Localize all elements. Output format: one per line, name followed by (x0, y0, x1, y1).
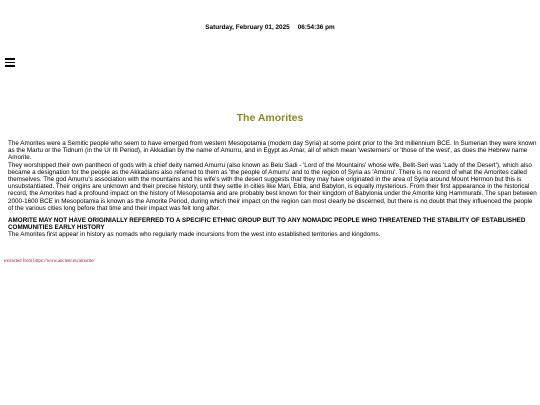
article-body (8, 140, 538, 239)
current-time: 06:54:36 pm (297, 24, 335, 31)
hamburger-menu-icon[interactable] (5, 58, 15, 67)
source-link[interactable]: extracted from https://www.ancient.eu/amorite/ (4, 259, 95, 264)
section-heading: AMORITE MAY NOT HAVE ORIGINIALLY REFERRED TO A SPECIFIC ETHNIC GROUP BUT TO ANY NOMADIC PEOPLE WHO THREATENED THE STABILITY OF ESTABLISHED COMMUNITIES EARLY HISTORY (8, 217, 526, 232)
menu-bar-middle (5, 62, 15, 64)
article-paragraph-intro: The Amorites were a Semitic people who seem to have emerged from western Mesopotamia (modern day Syria) at some point prior to the 3rd millennium BCE. In Sumerian they were known as the Martu or the Tidnum (in the Ur III Period), in Akkadian by the name of Amurru, and in Egypt as Amar, all of which mean 'westerners' or 'those of the west', as does the Hebrew name Amorite. (8, 140, 537, 162)
current-date: Saturday, February 01, 2025 (205, 24, 290, 31)
date-time-header (0, 24, 540, 32)
article-paragraph-early-history: The Amorites first appear in history as nomads who regularly made incursions from the west into established territories and kingdoms. (8, 231, 381, 239)
menu-bar-top (5, 58, 15, 60)
article-paragraph-religion: They worshipped their own pantheon of gods with a chief deity named Amurru (also known as Belu Sadi - 'Lord of the Mountains' whose wife, Belit-Seri was 'Lady of the Desert'), which also became a designation for the people as the Akkadians also referred to them as 'the people of Amurru' and to the region of Syria as 'Amurru'. There is no record of what the Amorites called themselves. The god Amurru's association with the mountains and his wife's with the desert suggests that they may have originated in the area of Syria around Mount Hermon but this is unsubstantiated. Their origins are unknown and their precise history, until they settle in cities like Mari, Ebla, and Babylon, is equally mysterious. From their first appearance in the historical record, the Amorites had a profound impact on the history of Mesopotamia and are probably best known for their kingdom of Babylonia under the Amorite king Hammurabi. The span between 2000-1600 BCE in Mesopotamia is known as the Amorite Period, during which their impact on the region can most clearly be discerned, but there is no doubt that they influenced the people of the various cities long before that time and their impact was felt long after. (8, 161, 537, 212)
page-title: The Amorites (236, 112, 304, 124)
menu-bar-bottom (5, 65, 15, 67)
